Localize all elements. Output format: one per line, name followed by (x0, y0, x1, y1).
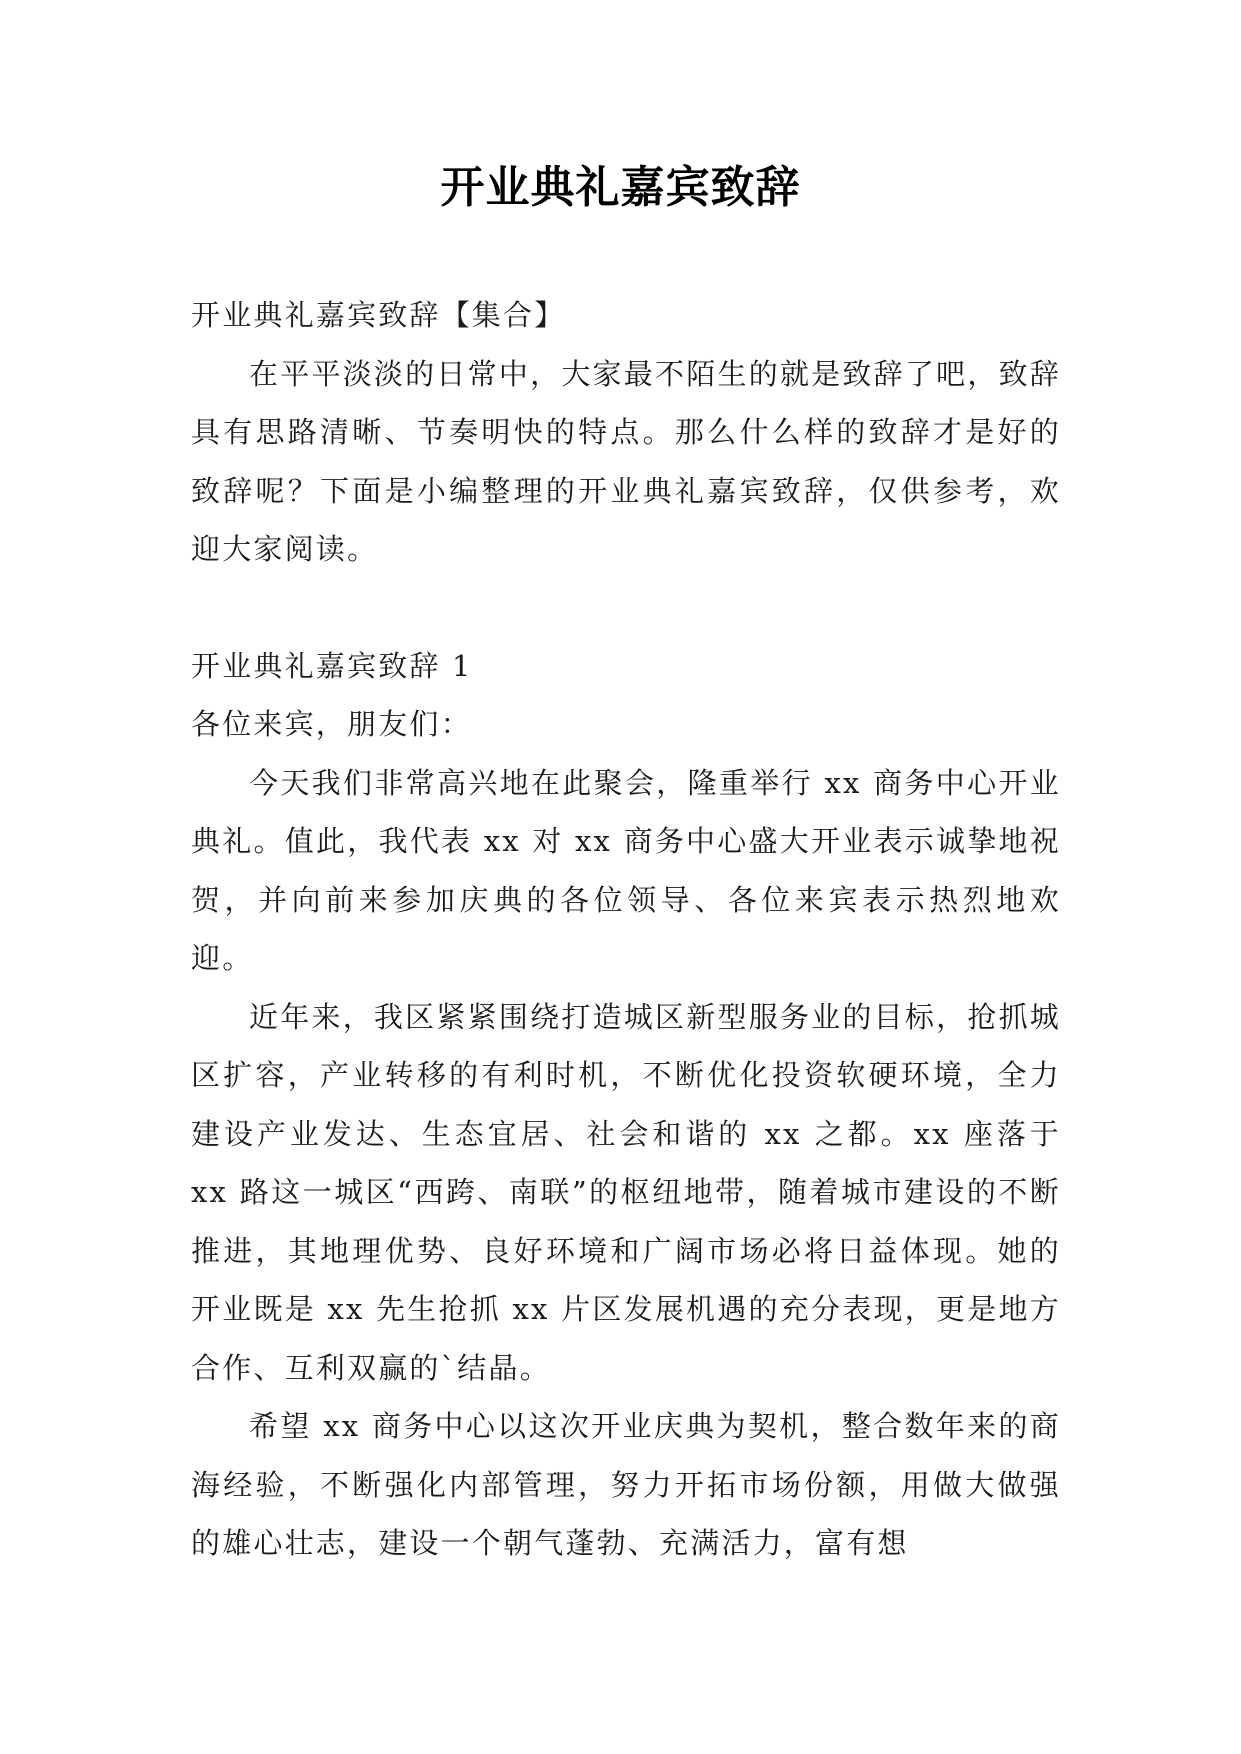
intro-paragraph: 在平平淡淡的日常中，大家最不陌生的就是致辞了吧，致辞具有思路清晰、节奏明快的特点。那么什么样的致辞才是好的致辞呢？下面是小编整理的开业典礼嘉宾致辞，仅供参考，欢迎大家阅读。 (191, 356, 1061, 566)
document-title: 开业典礼嘉宾致辞 (440, 162, 801, 213)
body-paragraph: 近年来，我区紧紧围绕打造城区新型服务业的目标，抢抓城区扩容，产业转移的有利时机，不断优化投资软硬环境，全力建设产业发达、生态宜居、社会和谐的 xx 之都。xx 座落于 xx 路这一城区“西跨、南联”的枢纽地带，随着城市建设的不断推进，其地理优势、良好环境和广阔市场必将日益体现。她的开业既是 xx 先生抢抓 xx 片区发展机遇的充分表现，更是地方合作、互利双赢的`结晶。 (191, 999, 1061, 1385)
document-body (191, 286, 1061, 1573)
section-spacer (191, 579, 1061, 637)
body-paragraph: 今天我们非常高兴地在此聚会，隆重举行 xx 商务中心开业典礼。值此，我代表 xx 对 xx 商务中心盛大开业表示诚挚地祝贺，并向前来参加庆典的各位领导、各位来宾表示热烈地欢迎。 (191, 765, 1061, 975)
salutation: 各位来宾，朋友们： (191, 707, 472, 741)
section-heading: 开业典礼嘉宾致辞 1 (191, 648, 473, 683)
document-subtitle: 开业典礼嘉宾致辞【集合】 (191, 298, 566, 332)
body-paragraph: 希望 xx 商务中心以这次开业庆典为契机，整合数年来的商海经验，不断强化内部管理，努力开拓市场份额，用做大做强的雄心壮志，建设一个朝气蓬勃、充满活力，富有想 (191, 1409, 1061, 1560)
